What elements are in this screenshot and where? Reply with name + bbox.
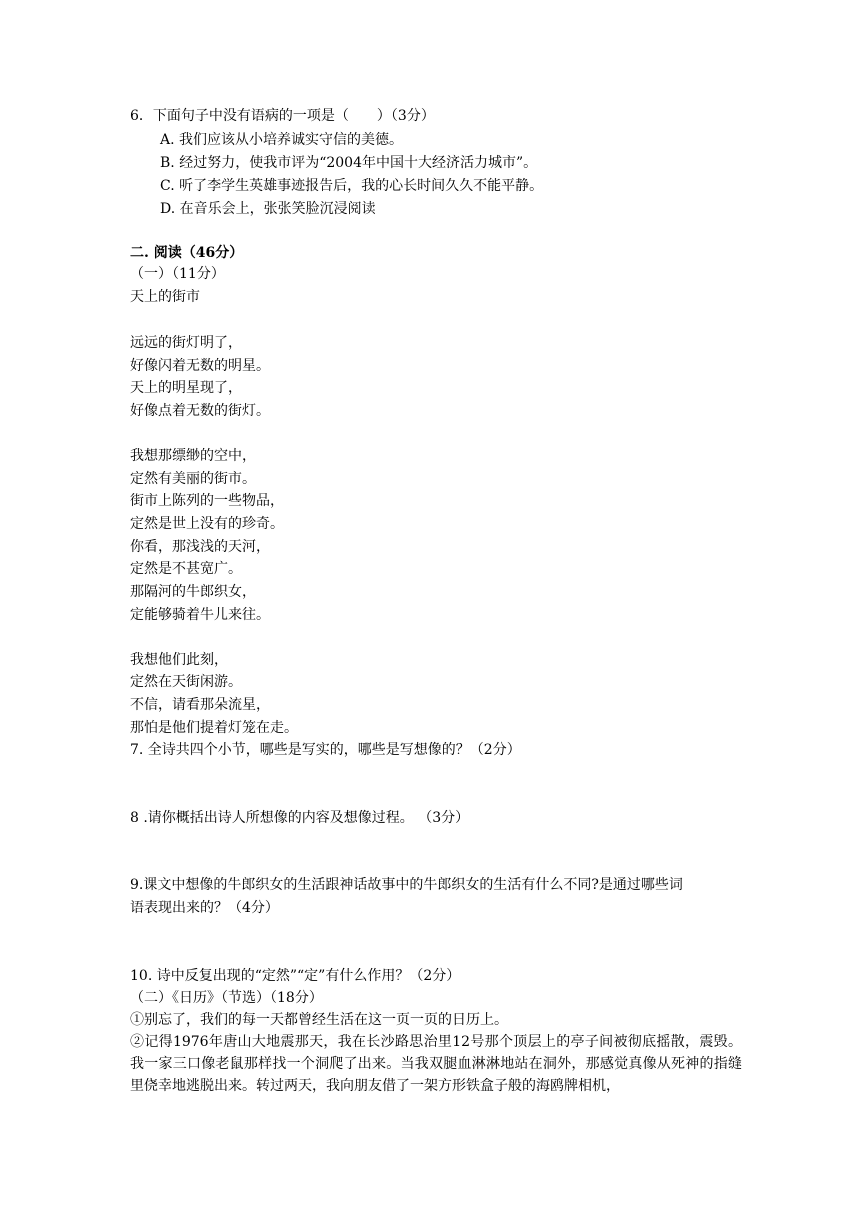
part2-paragraph-1: ①别忘了，我们的每一天都曾经生活在这一页一页的日历上。 (130, 1012, 508, 1028)
poem-line: 定然在天街闲游。 (130, 674, 242, 690)
q6-option-b: B. 经过努力，使我市评为“2004年中国十大经济活力城市”。 (160, 155, 538, 171)
question-7: 7. 全诗共四个小节，哪些是写实的，哪些是写想像的？（2分） (130, 742, 521, 758)
q6-option-a: A. 我们应该从小培养诚实守信的美德。 (160, 132, 404, 148)
question-10: 10. 诗中反复出现的“定然”“定”有什么作用？（2分） (130, 968, 461, 984)
poem-line: 好像闪着无数的明星。 (130, 358, 270, 374)
poem-line: 那怕是他们提着灯笼在走。 (130, 720, 298, 736)
poem-line: 不信，请看那朵流星， (130, 697, 270, 713)
poem-title: 天上的街市 (130, 289, 200, 305)
poem-line: 那隔河的牛郎织女， (130, 584, 256, 600)
document-page (130, 0, 750, 1216)
poem-line: 定能够骑着牛儿来往。 (130, 607, 270, 623)
poem-line: 好像点着无数的街灯。 (130, 403, 270, 419)
q6-option-c: C. 听了李学生英雄事迹报告后，我的心长时间久久不能平静。 (160, 178, 544, 194)
question-9-line2: 语表现出来的？（4分） (130, 900, 279, 916)
poem-line: 定然是不甚宽广。 (130, 561, 242, 577)
poem-line: 天上的明星现了， (130, 380, 242, 396)
poem-line: 我想那缥缈的空中， (130, 448, 256, 464)
q6-option-d: D. 在音乐会上，张张笑脸沉浸阅读 (160, 201, 376, 217)
part2-heading: （二）《日历》（节选）（18分） (130, 990, 323, 1006)
part1-heading: （一）（11分） (130, 266, 225, 282)
question-9-line1: 9.课文中想像的牛郎织女的生活跟神话故事中的牛郎织女的生活有什么不同?是通过哪些词 (130, 877, 683, 893)
poem-line: 你看，那浅浅的天河， (130, 539, 270, 555)
poem-line: 定然是世上没有的珍奇。 (130, 516, 284, 532)
part2-paragraph-2: ②记得1976年唐山大地震那天，我在长沙路思治里12号那个顶层上的亭子间被彻底摇散，震毁。我一家三口像老鼠那样找一个洞爬了出来。当我双腿血淋淋地站在洞外，那感觉真像从死神的指缝里侥幸地逃脱出来。转过两天，我向朋友借了一架方形铁盒子般的海鸥牌相机， (130, 1034, 742, 1094)
poem-line: 我想他们此刻， (130, 652, 228, 668)
poem-line: 街市上陈列的一些物品， (130, 493, 284, 509)
poem-line: 远远的街灯明了， (130, 335, 242, 351)
poem-line: 定然有美丽的街市。 (130, 471, 256, 487)
question-8: 8 .请你概括出诗人所想像的内容及想像过程。 （3分） (130, 810, 470, 826)
q6-stem: 6．下面句子中没有语病的一项是（ ）（3分） (130, 108, 435, 124)
section2-heading: 二. 阅读（46分） (130, 245, 244, 261)
